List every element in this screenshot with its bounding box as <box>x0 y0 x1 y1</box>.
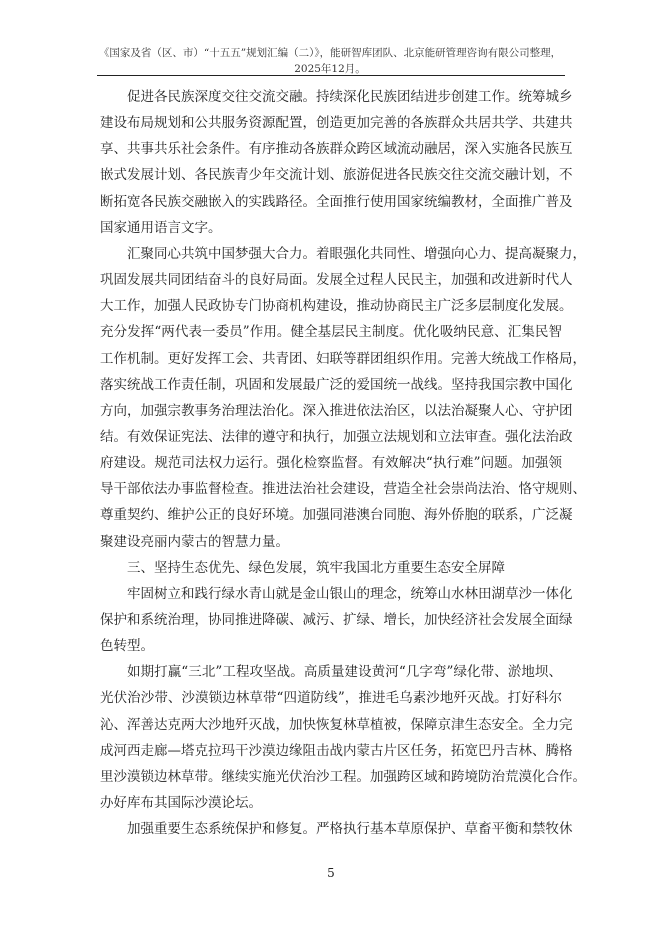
text-line: 加强重要生态系统保护和修复。严格执行基本草原保护、草畜平衡和禁牧休 <box>127 821 573 838</box>
text-line: 建设布局规划和公共服务资源配置，创造更加完善的各族群众共居共学、共建共 <box>100 115 573 132</box>
page-number: 5 <box>327 866 335 880</box>
text-line: 国家通用语言文字。 <box>100 219 222 236</box>
text-line: 保护和系统治理，协同推进降碳、减污、扩绿、增长，加快经济社会发展全面绿 <box>100 612 573 628</box>
header-divider <box>97 75 565 76</box>
text-line: 成河西走廊—塔克拉玛干沙漠边缘阻击战内蒙古片区任务，拓宽巴丹吉林、腾格 <box>100 742 573 759</box>
text-line: 大工作，加强人民政协专门协商机构建设，推动协商民主广泛多层制度化发展。 <box>100 298 573 315</box>
text-line: 里沙漠锁边林草带。继续实施光伏治沙工程。加强跨区域和跨境防治荒漠化合作。 <box>100 768 586 785</box>
text-line: 工作机制。更好发挥工会、共青团、妇联等群团组织作用。完善大统战工作格局， <box>100 350 586 367</box>
section-heading: 三、坚持生态优先、绿色发展，筑牢我国北方重要生态安全屏障 <box>127 559 505 576</box>
text-line: 汇聚同心共筑中国梦强大合力。着眼强化共同性、增强向心力、提高凝聚力， <box>127 245 586 262</box>
text-line: 促进各民族深度交往交流交融。持续深化民族团结进步创建工作。统筹城乡 <box>127 89 573 105</box>
text-line: 结。有效保证宪法、法律的遵守和执行，加强立法规划和立法审查。强化法治政 <box>100 428 573 445</box>
text-line: 嵌式发展计划、各民族青少年交流计划、旅游促进各民族交往交流交融计划，不 <box>100 167 573 184</box>
text-line: 尊重契约、维护公正的良好环境。加强同港澳台同胞、海外侨胞的联系，广泛凝 <box>100 507 573 524</box>
text-line: 办好库布其国际沙漠论坛。 <box>100 795 262 812</box>
text-line: 沁、浑善达克两大沙地歼灭战，加快恢复林草植被，保障京津生态安全。全力完 <box>100 716 573 733</box>
text-line: 牢固树立和践行绿水青山就是金山银山的理念，统筹山水林田湖草沙一体化 <box>127 585 573 602</box>
text-line: 断拓宽各民族交融嵌入的实践路径。全面推行使用国家统编教材，全面推广普及 <box>100 193 573 210</box>
running-header-line1: 《国家及省（区、市）“十五五”规划汇编（二）》，能研智库团队、北京能研管理咨询有限公司整理， <box>98 47 562 59</box>
text-line: 享、共事共乐社会条件。有序推动各族群众跨区域流动融居，深入实施各民族互 <box>100 141 573 158</box>
text-line: 落实统战工作责任制，巩固和发展最广泛的爱国统一战线。坚持我国宗教中国化 <box>100 376 573 393</box>
text-line: 巩固发展共同团结奋斗的良好局面。发展全过程人民民主，加强和改进新时代人 <box>100 272 573 289</box>
text-line: 聚建设亮丽内蒙古的智慧力量。 <box>100 533 289 550</box>
text-line: 如期打赢“三北”工程攻坚战。高质量建设黄河“几字弯”绿化带、淤地坝、 <box>127 664 562 681</box>
text-line: 导干部依法办事监督检查。推进法治社会建设，营造全社会崇尚法治、恪守规则、 <box>100 481 586 498</box>
text-line: 方向，加强宗教事务治理法治化。深入推进依法治区，以法治凝聚人心、守护团 <box>100 402 573 419</box>
text-line: 充分发挥“两代表一委员”作用。健全基层民主制度。优化吸纳民意、汇集民智 <box>100 324 562 341</box>
text-line: 府建设。规范司法权力运行。强化检察监督。有效解决“执行难”问题。加强领 <box>100 455 562 472</box>
text-line: 光伏治沙带、沙漠锁边林草带“四道防线”，推进毛乌素沙地歼灭战。打好科尔 <box>100 690 562 707</box>
running-header-line2: 2025年12月。 <box>294 63 366 75</box>
text-line: 色转型。 <box>100 638 154 655</box>
